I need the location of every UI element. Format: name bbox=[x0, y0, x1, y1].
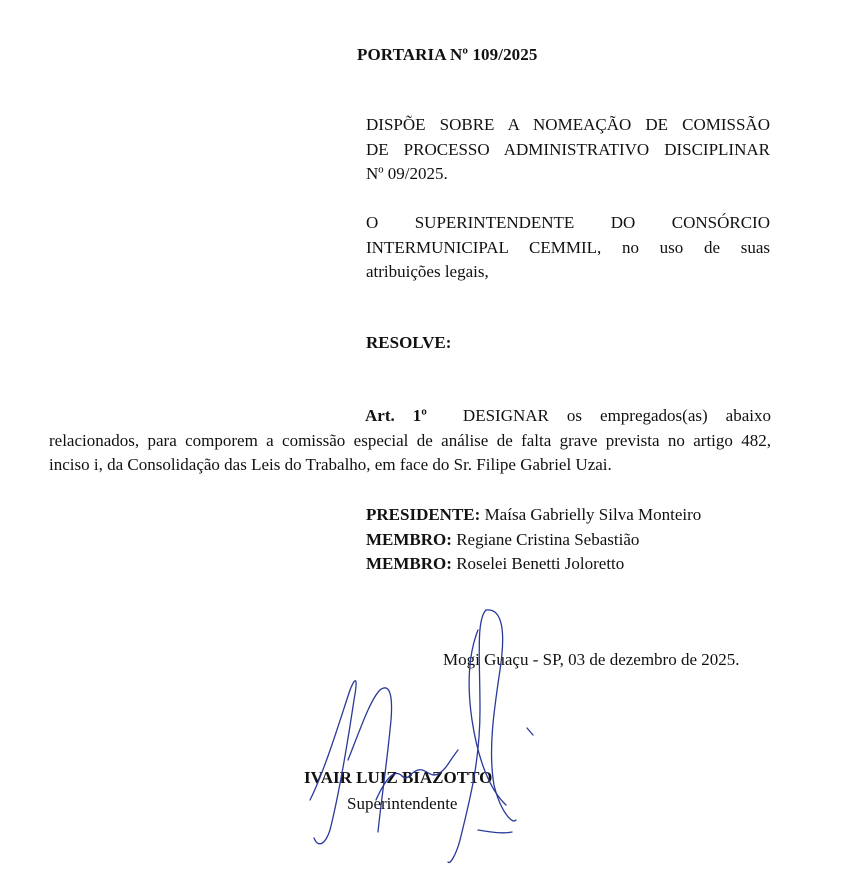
ementa-line-2: DE PROCESSO ADMINISTRATIVO DISCIPLINAR bbox=[366, 139, 770, 159]
member-role: PRESIDENTE: bbox=[366, 505, 481, 524]
preamble-line-2: INTERMUNICIPAL CEMMIL, no uso de suas bbox=[366, 237, 770, 257]
member-name: Maísa Gabrielly Silva Monteiro bbox=[484, 505, 702, 524]
ementa-line-1: DISPÕE SOBRE A NOMEAÇÃO DE COMISSÃO bbox=[366, 115, 770, 134]
member-name: Regiane Cristina Sebastião bbox=[456, 529, 640, 549]
ementa bbox=[366, 113, 770, 187]
resolve-heading: RESOLVE: bbox=[366, 333, 452, 352]
article-line-1 bbox=[49, 404, 771, 429]
commission-list bbox=[366, 503, 701, 577]
article-label: Art. 1º bbox=[365, 406, 427, 425]
signer-role: Superintendente bbox=[347, 794, 458, 813]
preamble-line-1: O SUPERINTENDENTE DO CONSÓRCIO bbox=[366, 213, 770, 232]
member-name: Roselei Benetti Joloretto bbox=[456, 554, 625, 573]
commission-member bbox=[366, 552, 701, 577]
preamble-line-3: atribuições legais, bbox=[366, 262, 489, 281]
article-line-1-text: DESIGNAR os empregados(as) abaixo bbox=[462, 406, 771, 425]
article-line-3: inciso i, da Consolidação das Leis do Trabalho, em face do Sr. Filipe Gabriel Uzai. bbox=[49, 455, 612, 474]
handwritten-signature-icon bbox=[290, 600, 550, 870]
article-1 bbox=[49, 404, 771, 478]
commission-member bbox=[366, 503, 701, 528]
preamble bbox=[366, 211, 770, 285]
member-role: MEMBRO: bbox=[366, 554, 452, 573]
commission-member bbox=[366, 528, 701, 553]
article-line-2: relacionados, para comporem a comissão especial de análise de falta grave prevista no artigo 482, bbox=[49, 430, 771, 450]
place-date: Mogi Guaçu - SP, 03 de dezembro de 2025. bbox=[443, 650, 740, 669]
document-title: PORTARIA Nº 109/2025 bbox=[357, 45, 538, 64]
ementa-line-3: Nº 09/2025. bbox=[366, 164, 448, 183]
signer-name: IVAIR LUIZ BIAZOTTO bbox=[304, 768, 493, 787]
member-role: MEMBRO: bbox=[366, 529, 452, 549]
